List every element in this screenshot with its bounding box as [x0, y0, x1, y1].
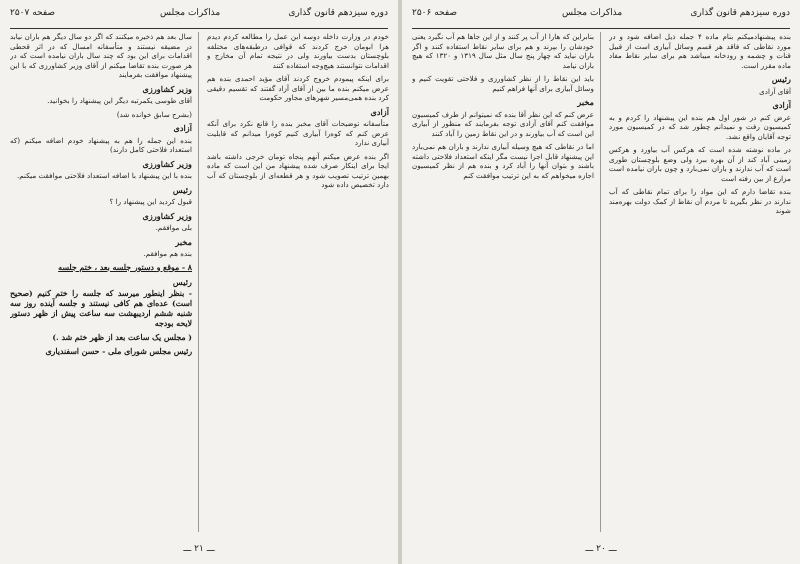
speaker-name: وزیر کشاورزی: [142, 210, 192, 221]
left-page-header: [10, 8, 388, 24]
left-page: [0, 0, 398, 564]
right-page-header: [412, 8, 790, 24]
header-center-title: مذاکرات مجلس: [160, 8, 221, 18]
paragraph: عرض کنم در شور اول هم بنده این پیشنهاد را کردم و به کمیسیون رفت و نمیدانم چطور شد که در کمیسیون مورد توجه آقایان واقع نشد.: [609, 112, 791, 141]
paragraph: عرض کنم که این نظر آقا بنده که نمیتوانم از طرف کمیسیون موافقت کنم آقای آزادی توجه بفرمایند که منظور از آبیاری این است که آب بیاورند و در این نقاط زمین را آباد کنند: [412, 109, 594, 138]
speaker-name: رئیس: [172, 276, 192, 287]
header-session-title: دوره سیزدهم قانون گذاری: [288, 8, 388, 18]
paragraph: در ماده نوشته شده است که هرکس آب بیاورد و هرکس زمینی آباد کند از آن بهره ببرد ولی وضع بلوچستان طوری است که آب ندارند و باران نمی‌بارد و چون باران نیامده است مزارع از بین رفته است: [609, 145, 791, 183]
left-page-left-column: [10, 32, 192, 532]
right-page-right-column: [609, 32, 791, 532]
paragraph: بنده تقاضا دارم که این مواد را برای تمام نقاطی که آب ندارند در نظر بگیرید تا مردم آن نقاط از کمک دولت بهره‌مند شوند: [609, 187, 791, 215]
speaker-name: وزیر کشاورزی: [142, 83, 192, 94]
paragraph: قبول کردید این پیشنهاد را ؟: [109, 197, 192, 206]
paragraph: آقای طوسی یکمرتبه دیگر این پیشنهاد را بخوانید.: [47, 96, 192, 105]
speaker-name: آزادی: [772, 100, 791, 110]
signature-line: رئیس مجلس شورای ملی - حسن اسفندیاری: [45, 347, 192, 356]
paragraph: خودم در وزارت داخله دوسه ابن عمل را مطالعه کردم دیدم هرا ابومان خرج کردند که قوافی درطبقه‌های مختلفه بلوچستان بدست بیاورند ولی در نتیجه تمام آن مخارج و اقدامات نتوانستند هیچ‌وجه استفاده کنند: [207, 32, 389, 70]
header-rule: [10, 28, 388, 29]
page-number-label: صفحه ۲۵۰۶: [412, 8, 458, 18]
page-number-label: صفحه ۲۵۰۷: [10, 8, 56, 18]
speaker-name: مخبر: [175, 236, 192, 247]
header-center-title: مذاکرات مجلس: [562, 8, 623, 18]
speaker-name: رئیس: [771, 74, 791, 84]
paragraph: بنده هم موافقم.: [143, 249, 192, 258]
header-session-title: دوره سیزدهم قانون گذاری: [690, 8, 790, 18]
page-footer: [402, 544, 800, 554]
speaker-name: رئیس: [172, 184, 192, 195]
paragraph: برای اینکه پیمودم خروج کردند آقای مؤید احمدی بنده هم عرض میکنم بنده ما بین از آقای آزاد گفتند که تقسیم دقیقی کرد بنده همی‌مسیر شهرهای مجاور حکومت: [207, 74, 389, 102]
footer-page-number: ـــ ۲۱ ـــ: [183, 544, 215, 554]
column-divider: [198, 32, 199, 532]
paragraph: اگر بنده عرض میکنم آنهم پنجاه تومان خرجی داشته باشد ایجا برای اینکار صرف شده پیشنهاد من این است که ماده بهمین ترتیب تصویب شود و هر قطعه‌ای از بلوچستان که آب دارد تخصیص داده شود: [207, 151, 389, 189]
speaker-name: آزادی: [370, 106, 389, 117]
paragraph: آقای آزادی: [759, 86, 791, 96]
paragraph: بنده پیشنهادمیکنم بنام ماده ۴ جمله ذیل اضافه شود و در مورد نقاطی که فاقد هر قسم وسائل آبیاری است از قبیل قنات و چشمه و رودخانه میباشد هم برای سایر نقاط مفاد ماده مقرر است.: [609, 32, 791, 70]
header-rule: [412, 28, 790, 29]
right-page: [402, 0, 800, 564]
speaker-name: وزیر کشاورزی: [142, 158, 192, 169]
paragraph: متأسفانه توضیحات آقای مخبر بنده را قانع نکرد برای آنکه عرض کنم که کوه‌را آبیاری کنیم کوه‌را میدانم که قابلیت آبیاری ندارد: [207, 119, 389, 147]
paragraph: (بشرح سابق خوانده شد): [116, 109, 192, 119]
closing-paragraph: - بنظر اینطور میرسد که جلسه را ختم کنیم (صحیح است) عده‌ای هم کافی نیستند و جلسه آینده روز سه شنبه ششم اردیبهشت سه ساعت پیش از ظهر دستور لایحه بودجه: [10, 289, 192, 328]
paragraph: سال بعد هم ذخیره میکنند که اگر دو سال دیگر هم باران نیابد در مضیقه نیستند و متأسفانه امسال که در اثر قحطی اقدامات برای این بود که چند سال باران نیامده است که در هر صورت بنده تقاضا میکنم از آقای وزیر کشاورزی که با این پیشنهاد موافقت بفرمایند: [10, 32, 192, 79]
paragraph: بنده با این پیشنهاد با اضافه استعداد فلاحتی موافقت میکنم.: [16, 171, 192, 180]
paragraph: باید این نقاط را از نظر کشاورزی و فلاحتی تقویت کنیم و وسائل آبیاری برای آنها فراهم کنیم: [412, 74, 594, 93]
footer-page-number: ـــ ۲۰ ـــ: [585, 544, 617, 554]
paragraph: بنابراین که هارا از آب پر کنند و از این جاها هم آب نگیرد یعنی خودشان را بپرند و هم برای سایر نقاط استفاده کنند و اگر باران نیاید که چهار پنج سال مثل سال ۱۳۱۹ و ۱۳۲۰ که هیچ باران نیامد: [412, 32, 594, 70]
section-heading: ۸ - موقع و دستور جلسه بعد ، ختم جلسه: [58, 262, 192, 272]
paragraph: بنده این جمله را هم به پیشنهاد خودم اضافه میکنم (که استعداد فلاحتی کامل دارند): [10, 135, 192, 154]
speaker-name: مخبر: [577, 97, 594, 107]
left-page-right-column: [207, 32, 389, 532]
right-page-left-column: [412, 32, 594, 532]
column-divider: [600, 32, 601, 532]
paragraph: اما در نقاطی که هیچ وسیله آبیاری ندارند و باران هم نمی‌بارد این پیشنهاد قابل اجرا نیست مگر اینکه استعداد فلاحتی داشته باشند و بتوان آنها را آباد کرد و بنده هم از نظر کمیسیون اجازه میخواهم که به این ترتیب موافقت کنم: [412, 142, 594, 180]
closing-line: ( مجلس یک ساعت بعد از ظهر ختم شد .): [52, 333, 192, 342]
page-footer: [0, 544, 398, 554]
speaker-name: آزادی: [173, 123, 192, 133]
paragraph: بلی موافقم.: [155, 223, 192, 232]
